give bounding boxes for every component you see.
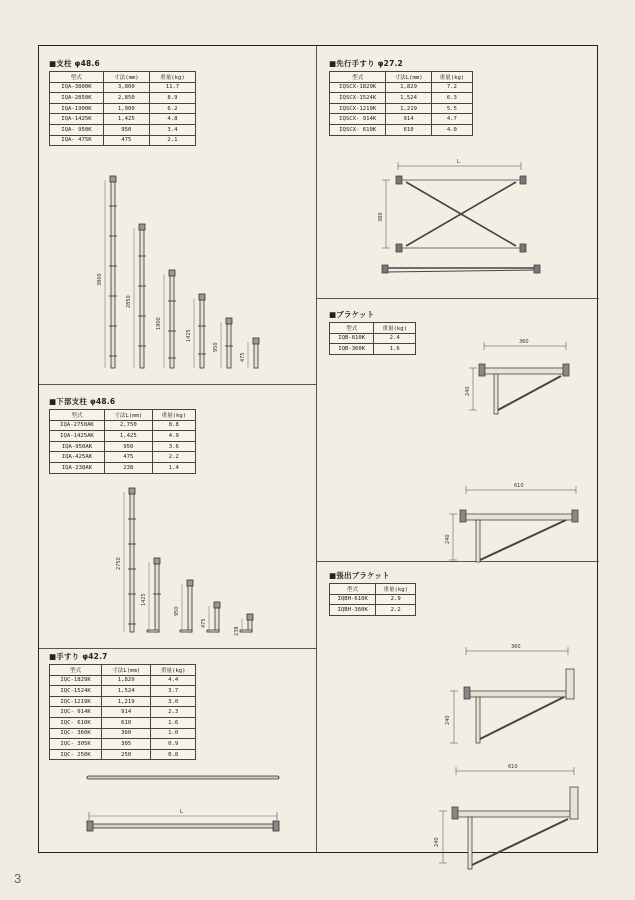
dim-1425: 1425 <box>186 329 192 342</box>
table-cell: 475 <box>103 135 149 146</box>
table-cell: 1,219 <box>386 103 431 114</box>
table-cell: IQA- 950K <box>50 124 104 135</box>
table-cell: 2,750 <box>104 420 152 431</box>
bracket-dim-240-small: 240 <box>465 386 471 396</box>
table-cell: 4.0 <box>431 124 472 135</box>
table-cell: 6.3 <box>431 93 472 104</box>
table-cell: IQA-238AK <box>50 462 105 473</box>
table-cell: 3.6 <box>152 441 195 452</box>
table-cell: IQA-2850K <box>50 93 104 104</box>
catalog-frame <box>38 45 598 853</box>
table-cell: IQC-1829K <box>50 675 102 686</box>
bracket-title: ■ブラケット <box>329 310 375 319</box>
bracket-drawing <box>316 298 599 561</box>
table-cell: IQA-1425K <box>50 114 104 125</box>
dim-lower-475: 475 <box>201 618 207 628</box>
table-cell: 1,829 <box>386 82 431 93</box>
table-cell: 3.0 <box>151 696 196 707</box>
table-cell: 914 <box>102 707 151 718</box>
column-header: 重量(kg) <box>431 72 472 83</box>
table-cell: IQBH-360K <box>330 605 376 616</box>
table-cell: 3.4 <box>149 124 195 135</box>
ext-bracket-title: ■張出ブラケット <box>329 571 390 580</box>
table-cell: IQC-1219K <box>50 696 102 707</box>
table-cell: 250 <box>102 749 151 760</box>
table-cell: IQA-425AK <box>50 452 105 463</box>
table-cell: IQA-1900K <box>50 103 104 114</box>
table-cell: 1,524 <box>386 93 431 104</box>
table-cell: 2.9 <box>376 594 416 605</box>
column-header: 重量(kg) <box>376 584 416 595</box>
dim-1900: 1900 <box>156 317 162 330</box>
table-cell: 1.4 <box>152 462 195 473</box>
table-cell: 475 <box>104 452 152 463</box>
dim-2850: 2850 <box>126 295 132 308</box>
lower-pillar-title: ■下部支柱 φ48.6 <box>49 397 116 406</box>
advance-dim-l: L <box>457 159 460 165</box>
table-cell: IQSCX-1829K <box>330 82 386 93</box>
table-cell: 11.7 <box>149 82 195 93</box>
table-cell: 1,524 <box>102 686 151 697</box>
table-cell: 950 <box>103 124 149 135</box>
table-cell: IQSCX-1524K <box>330 93 386 104</box>
table-cell: 8.8 <box>152 420 195 431</box>
column-header: 寸法L(mm) <box>102 665 151 676</box>
table-cell: 2.2 <box>152 452 195 463</box>
ext-dim-240-small: 240 <box>445 715 451 725</box>
pillar-title: ■支柱 φ48.6 <box>49 59 100 68</box>
table-cell: 1,425 <box>104 431 152 442</box>
lower-pillar-drawing <box>39 384 316 648</box>
table-cell: 950 <box>104 441 152 452</box>
table-cell: 1,425 <box>103 114 149 125</box>
table-cell: 610 <box>102 717 151 728</box>
table-cell: 4.9 <box>152 431 195 442</box>
column-header: 型式 <box>330 323 374 334</box>
table-cell: IQA-950AK <box>50 441 105 452</box>
dim-950: 950 <box>213 342 219 352</box>
pillar-drawing <box>39 46 316 384</box>
advance-dim-380: 380 <box>378 212 384 222</box>
table-cell: 360 <box>102 728 151 739</box>
table-cell: IQB-610K <box>330 333 374 344</box>
column-header: 重量(kg) <box>374 323 416 334</box>
dim-2750: 2750 <box>116 557 122 570</box>
table-cell: 1.6 <box>151 717 196 728</box>
table-cell: 4.8 <box>149 114 195 125</box>
table-cell: 0.8 <box>151 749 196 760</box>
table-cell: 1,900 <box>103 103 149 114</box>
table-cell: 238 <box>104 462 152 473</box>
table-cell: IQA- 475K <box>50 135 104 146</box>
table-cell: 2,850 <box>103 93 149 104</box>
column-header: 重量(kg) <box>149 72 195 83</box>
column-header: 型式 <box>330 584 376 595</box>
table-cell: IQC- 610K <box>50 717 102 728</box>
table-cell: 2.1 <box>149 135 195 146</box>
table-cell: 914 <box>386 114 431 125</box>
table-cell: IQBH-610K <box>330 594 376 605</box>
table-cell: 1,219 <box>102 696 151 707</box>
table-cell: 2.3 <box>151 707 196 718</box>
table-cell: 2.2 <box>376 605 416 616</box>
table-cell: IQC-1524K <box>50 686 102 697</box>
ext-bracket-drawing <box>316 561 599 852</box>
table-cell: 4.7 <box>431 114 472 125</box>
table-cell: 6.2 <box>149 103 195 114</box>
table-cell: IQA-2750AK <box>50 420 105 431</box>
table-cell: 1.0 <box>151 728 196 739</box>
column-header: 重量(kg) <box>151 665 196 676</box>
ext-dim-610: 610 <box>508 764 518 770</box>
table-cell: 4.4 <box>151 675 196 686</box>
bracket-dim-360: 360 <box>519 339 529 345</box>
table-cell: 610 <box>386 124 431 135</box>
table-cell: IQC- 305K <box>50 739 102 750</box>
dim-238: 238 <box>234 626 240 636</box>
table-cell: IQSCX- 610K <box>330 124 386 135</box>
table-cell: IQB-360K <box>330 344 374 355</box>
handrail-title: ■手すり φ42.7 <box>49 652 108 661</box>
handrail-drawing <box>39 648 316 852</box>
column-header: 重量(kg) <box>152 410 195 421</box>
table-cell: 0.9 <box>151 739 196 750</box>
table-cell: 1.6 <box>374 344 416 355</box>
table-cell: 305 <box>102 739 151 750</box>
column-header: 型式 <box>50 72 104 83</box>
column-header: 型式 <box>50 410 105 421</box>
table-cell: IQA-3800K <box>50 82 104 93</box>
table-cell: 3.7 <box>151 686 196 697</box>
ext-dim-360: 360 <box>511 644 521 650</box>
table-cell: 5.5 <box>431 103 472 114</box>
table-cell: IQSCX-1219K <box>330 103 386 114</box>
table-cell: IQC- 360K <box>50 728 102 739</box>
table-cell: 8.9 <box>149 93 195 104</box>
column-header: 型式 <box>330 72 386 83</box>
table-cell: IQC- 914K <box>50 707 102 718</box>
dim-lower-950: 950 <box>174 606 180 616</box>
handrail-dim-l: L <box>180 809 183 815</box>
ext-dim-240-large: 240 <box>434 837 440 847</box>
table-cell: 3,800 <box>103 82 149 93</box>
page-number: 3 <box>14 871 22 886</box>
column-header: 寸法(mm) <box>103 72 149 83</box>
dim-3800: 3800 <box>97 273 103 286</box>
dim-475: 475 <box>240 352 246 362</box>
bracket-dim-240-large: 240 <box>445 534 451 544</box>
table-cell: 7.2 <box>431 82 472 93</box>
table-cell: 1,829 <box>102 675 151 686</box>
dim-lower-1425: 1425 <box>141 593 147 606</box>
table-cell: IQC- 250K <box>50 749 102 760</box>
column-header: 型式 <box>50 665 102 676</box>
table-cell: 2.4 <box>374 333 416 344</box>
column-header: 寸法L(mm) <box>104 410 152 421</box>
bracket-dim-610: 610 <box>514 483 524 489</box>
advance-handrail-drawing <box>316 46 599 298</box>
table-cell: IQSCX- 914K <box>330 114 386 125</box>
column-header: 寸法L(mm) <box>386 72 431 83</box>
advance-handrail-title: ■先行手すり φ27.2 <box>329 59 403 68</box>
table-cell: IQA-1425AK <box>50 431 105 442</box>
